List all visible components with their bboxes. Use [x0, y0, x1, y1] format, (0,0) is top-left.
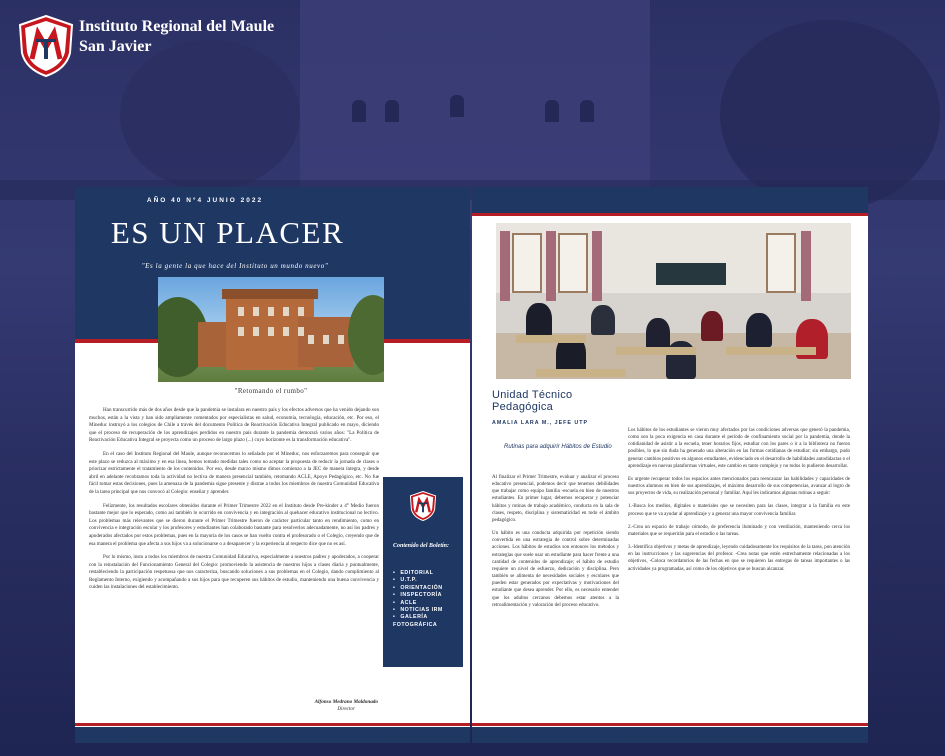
article-paragraph: 3.-Identifica objetivos y metas de aprendizaje, leyendo cuidadosamente los requisitos de la tarea, pon atención en las instrucciones y las sugerencias del profesor. -Crea notas que estén estrechamente relacionadas a los objetivos, -Coloca recordatorios de las fechas en que se requieren las entregas de tareas importantes o las actividades ya programadas, así como de los objetivos que se buscan alcanzar. [628, 545, 850, 572]
article-paragraph: Es urgente recuperar todos los espacios antes mencionados para reencauzar las habilidades y capacidades de nuestros alumnos en bien de sus aprendizajes, el máximo desarrollo de sus competencias, avanzar al logro de sus proyectos de vida, su realización personal y familiar. Aquí les indicamos algunas rutinas a seguir: [628, 476, 850, 497]
red-stripe [472, 723, 868, 726]
right-page-footer-band [472, 727, 868, 743]
article-paragraph: Un hábito es una conducta adquirida por repetición siendo convertida en una estrategia de control sobre determinadas acciones. Los hábitos de estudios son entonces los métodos y estrategias que suele usar un estudiante para hacer frente a una cantidad de contenidos de aprendizaje; el hábito de estudio requiere un nivel de esfuerzo, dedicación y disciplina. Pero también se alimenta de necesidades sociales y escolares que pueden estar generados por expectativas y motivaciones del estudiante que desea aprender. Por ello, es necesario entender que los adultos cercanos debemos estar atentos a la retroalimentación y valoración del proceso educativo. [492, 531, 619, 608]
contents-item: • ORIENTACIÓN [393, 585, 463, 592]
signature-role: Director [337, 706, 355, 712]
editorial-paragraph: En el caso del Instituto Regional del Maule, aunque reconocemos lo señalado por el Mineduc, nos esforzaremos para conseguir que este plazo se reduzca al máximo y en esa línea, hemos tomado medidas tales como no aceptar la propuesta de reducir la jornada de clases o priorizar estrictamente el tratamiento de los contenidos. Por eso, desde marzo mismo dimos comienzo a la JEC de manera íntegra, y desde abril en adelante recobramos toda la actividad no lectiva de manera presencial también, retomando ACLE, Apoyo Pedagógico, etc. No fue fácil tomar estas decisiones, pues la amenaza de la pandemia sigue presente y distrae a todos los miembros de nuestra Comunidad Educativa de la tarea principal que nos convocó al Colegio: enseñar y aprender. [89, 450, 379, 495]
contents-title: Contenido del Boletín: [393, 543, 450, 549]
right-page-banner [472, 187, 868, 213]
contents-item: • INSPECTORÍA [393, 592, 463, 599]
editorial-text [89, 407, 379, 598]
newsletter-left-page [75, 187, 470, 743]
article-author: AMALIA LARA M., JEFE UTP [492, 420, 588, 426]
school-shield-logo [409, 491, 437, 521]
contents-item: • U.T.P. [393, 577, 463, 584]
article-paragraph: 2.-Crea un espacio de trabajo cómodo, de preferencia iluminado y con ventilación, manteniendo cerca los materiales que se requerirán para el estudio o las tareas. [628, 524, 850, 537]
section-title-line2: Pedagógica [492, 401, 554, 413]
contents-item: • EDITORIAL [393, 570, 463, 577]
background-tree [120, 40, 300, 190]
red-stripe [472, 213, 868, 216]
header-title [79, 17, 274, 57]
newsletter-right-page [472, 187, 868, 743]
contents-sidebar [383, 477, 463, 667]
left-page-footer-band [75, 727, 470, 743]
background-window [580, 100, 594, 122]
issue-label: AÑO 40 N°4 JUNIO 2022 [146, 197, 264, 204]
background-window [352, 100, 366, 122]
school-shield-logo [18, 15, 74, 77]
header-title-line1: Instituto Regional del Maule [79, 18, 275, 35]
signature-name: Alfonso Medrano Maldonado [314, 699, 378, 705]
tagline: "Es la gente la que hace del Instituto un mundo nuevo" [141, 262, 329, 270]
background-window [385, 100, 399, 122]
background-window [545, 100, 559, 122]
photo-caption: "Retomando el rumbo" [234, 387, 308, 395]
masthead-title: ES UN PLACER [110, 215, 345, 250]
article-paragraph: 1.-Busca los medios, digitales o materiales que se necesiten para las clases, integrar a la familia en este proceso que te va ayudar al aprendizaje y a generar una mayor convivencia familiar. [628, 504, 850, 517]
school-building-photo [158, 277, 384, 382]
section-title-line1: Unidad Técnico [492, 389, 573, 401]
article-paragraph: Al finalizar el Primer Trimestre, evaluar y analizar el proceso educativo presencial, podemos decir que tenemos debilidades que trabajar como equipo familia -escuela en bien de nuestros estudiantes. En primer lugar, debemos recuperar y potenciar hábitos y rutinas de trabajo académico, conducta en la sala de clases, respeto, disciplina y sistematicidad en todo el ámbito pedagógico. [492, 475, 619, 523]
article-column-1 [492, 474, 619, 615]
contents-item: • GALERÍA FOTOGRÁFICA [393, 614, 463, 629]
header-title-line2: San Javier [79, 38, 152, 55]
article-subtitle: Rutinas para adquirir Hábitos de Estudio [504, 444, 612, 450]
article-column-2 [628, 427, 850, 579]
section-title [492, 389, 572, 413]
classroom-photo [496, 223, 851, 379]
editorial-paragraph: Han transcurrido más de dos años desde que la pandemia se instalara en nuestro país y los efectos adversos que ha venido dejando son muchos, están a la vista y han sido ampliamente comentados por especialistas en salud, economía, tecnología, educación, etc. Por eso, el Mineduc instruyó a los colegios de Chile a través del documento Política de Reactivación Educativa Integral publicado en mayo, diciendo que el proceso de recuperación de los aprendizajes perdidos en nuestro país durante la pandemia demorará varios años: "La Política de Reactivación Educativa Integral se proyecta como un proceso de largo plazo (...) cuyo horizonte es la transformación educativa". [89, 407, 379, 444]
red-stripe [75, 723, 470, 726]
editorial-paragraph: Por lo mismo, insto a todos los miembros de nuestra Comunidad Educativa, especialmente a nuestros padres y apoderados, a cooperar con la reinstalación del Funcionamiento General del Colegio: promoviendo la asistencia de nuestros hijos a clases diaria y puntualmente, restableciendo la participación respetuosa que nos caracteriza, buscando soluciones a sus problemas en el Colegio, dando cumplimiento al Reglamento Interno, exigiendo y acompañando a sus hijos para que recuperen sus hábitos de estudio, manteniendo una buena convivencia y cuiden las instalaciones del establecimiento. [89, 554, 379, 591]
background-window [450, 95, 464, 117]
contents-item: • NOTICIAS IRM [393, 607, 463, 614]
article-paragraph: Los hábitos de los estudiantes se vieron muy afectados por las condiciones adversas que generó la pandemia, como son la poca exigencia en casa durante el período de confinamiento social por la pandemia, donde la cotidianidad de asistir a la escuela, tener horarios fijos, estudiar con los pares o ir a la biblioteca no fueron posibles, lo que sin duda ha generado una alteración en las formas cotidianas de estudiar; sin embargo, pudo generar cambios positivos en algunos estudiantes, evidenciado en el desarrollo de habilidades autodidactas o el aprendizaje en nuevas plataformas virtuales, este cambio es tanto complejo y no todos lo pudieron desarrollar. [628, 428, 851, 469]
editorial-paragraph: Felizmente, los resultados escolares obtenidos durante el Primer Trimestre 2022 en el Instituto desde Pre-kinder a 4° Medio fueron bastante mejor que lo esperado, como así también lo ocurrido en convivencia y en integración al quehacer educativo institucional no lectivo. Los problemas más relevantes que se dieron durante el Primer Trimestre fueron de carácter particular tanto en rendimiento, como en convivencia e integración escolar y los profesores y estudiantes han colaborado bastante para resolverlos adecuadamente, no así los padres y apoderados afectados por estos problemas, pues en la mayoría de los casos se han vuelto contra el profesorado o el Colegio, creyendo que de esa manera el problema que afecta a sus hijos va a solucionarse o a desaparecer y la experiencia al respecto dice que no es así. [89, 502, 379, 547]
contents-item: • ACLE [393, 600, 463, 607]
contents-list [393, 570, 463, 629]
